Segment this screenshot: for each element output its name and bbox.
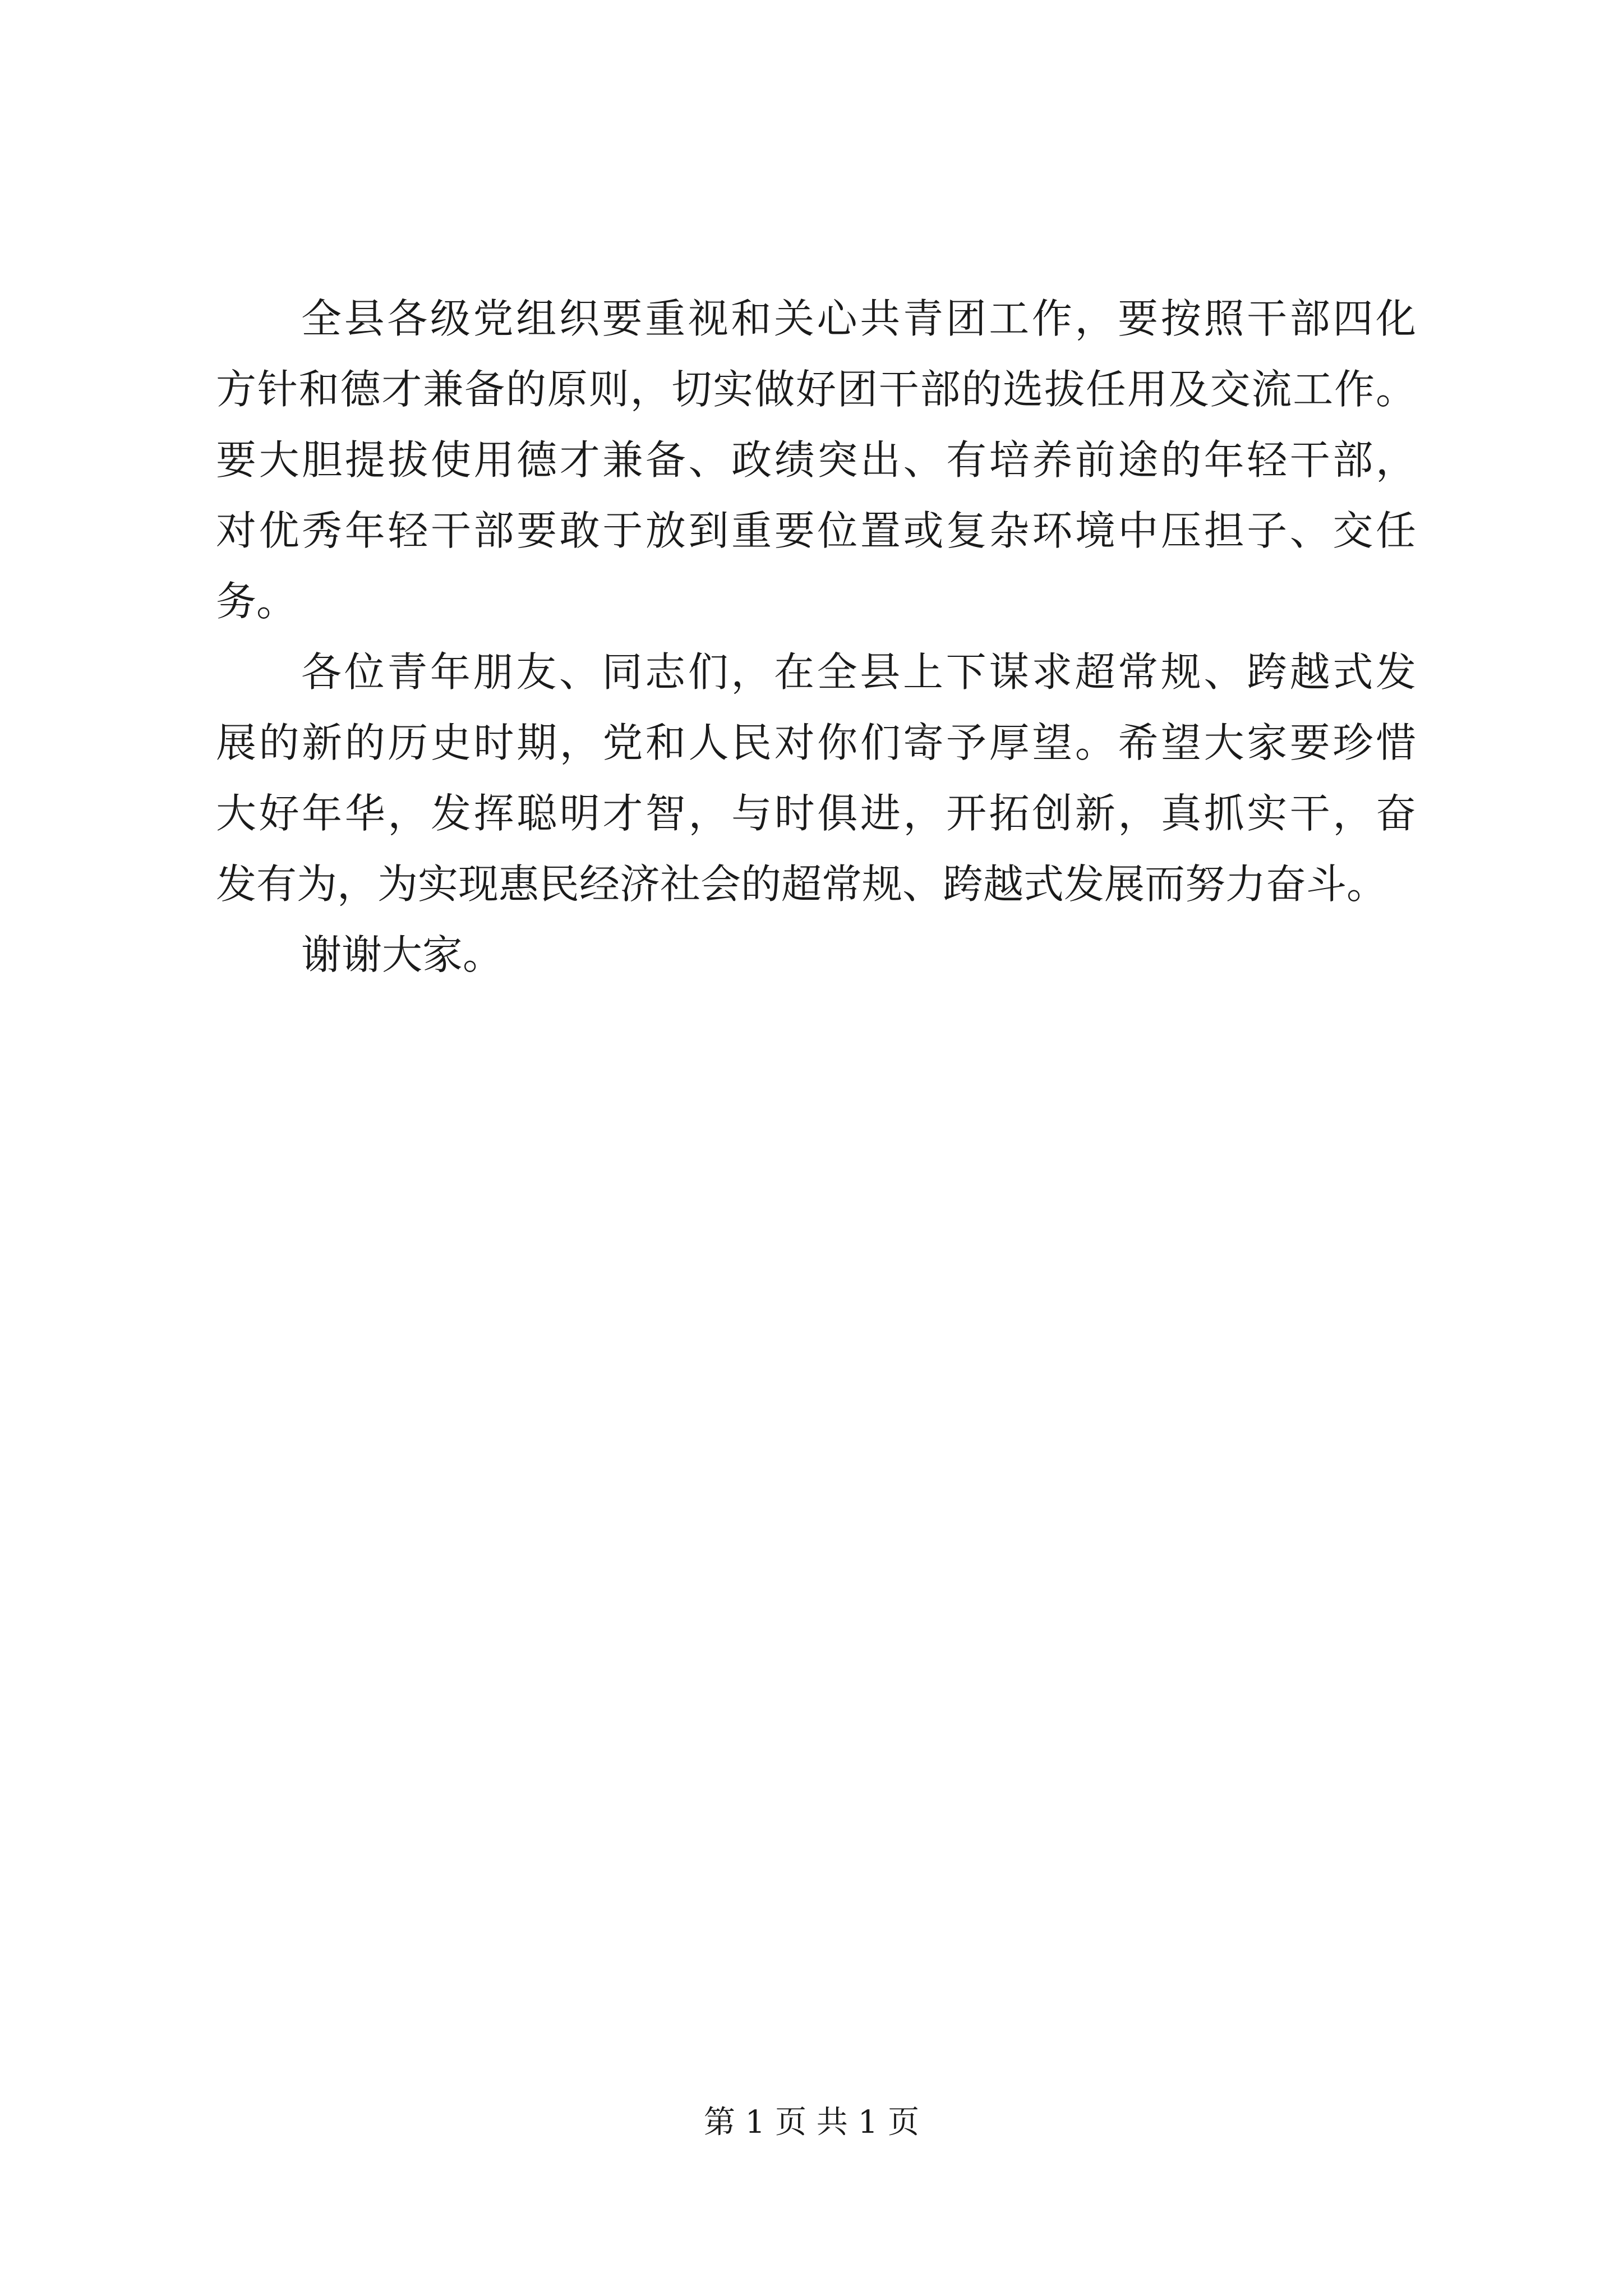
paragraph-closing: [216, 919, 1416, 990]
paragraph-line: 展的新的历史时期，党和人民对你们寄予厚望。希望大家要珍惜: [216, 719, 1416, 766]
paragraph-youth-address: [216, 637, 1416, 919]
document-body: [216, 283, 1416, 990]
page-number-footer: 第 1 页 共 1 页: [703, 2104, 920, 2141]
paragraph-line: 谢谢大家。: [301, 931, 504, 978]
paragraph-party-organizations: [216, 283, 1416, 637]
paragraph-line: 大好年华，发挥聪明才智，与时俱进，开拓创新，真抓实干，奋: [216, 790, 1416, 837]
paragraph-line: 各位青年朋友、同志们，在全县上下谋求超常规、跨越式发: [301, 648, 1416, 696]
paragraph-line: 要大胆提拔使用德才兼备、政绩突出、有培养前途的年轻干部，: [216, 436, 1416, 484]
paragraph-line: 务。: [216, 578, 297, 625]
paragraph-line: 方针和德才兼备的原则，切实做好团干部的选拔任用及交流工作。: [216, 366, 1416, 413]
paragraph-line: 发有为，为实现惠民经济社会的超常规、跨越式发展而努力奋斗。: [216, 861, 1387, 908]
paragraph-line: 对优秀年轻干部要敢于放到重要位置或复杂环境中压担子、交任: [216, 507, 1416, 554]
paragraph-line: 全县各级党组织要重视和关心共青团工作，要按照干部四化: [301, 295, 1416, 342]
